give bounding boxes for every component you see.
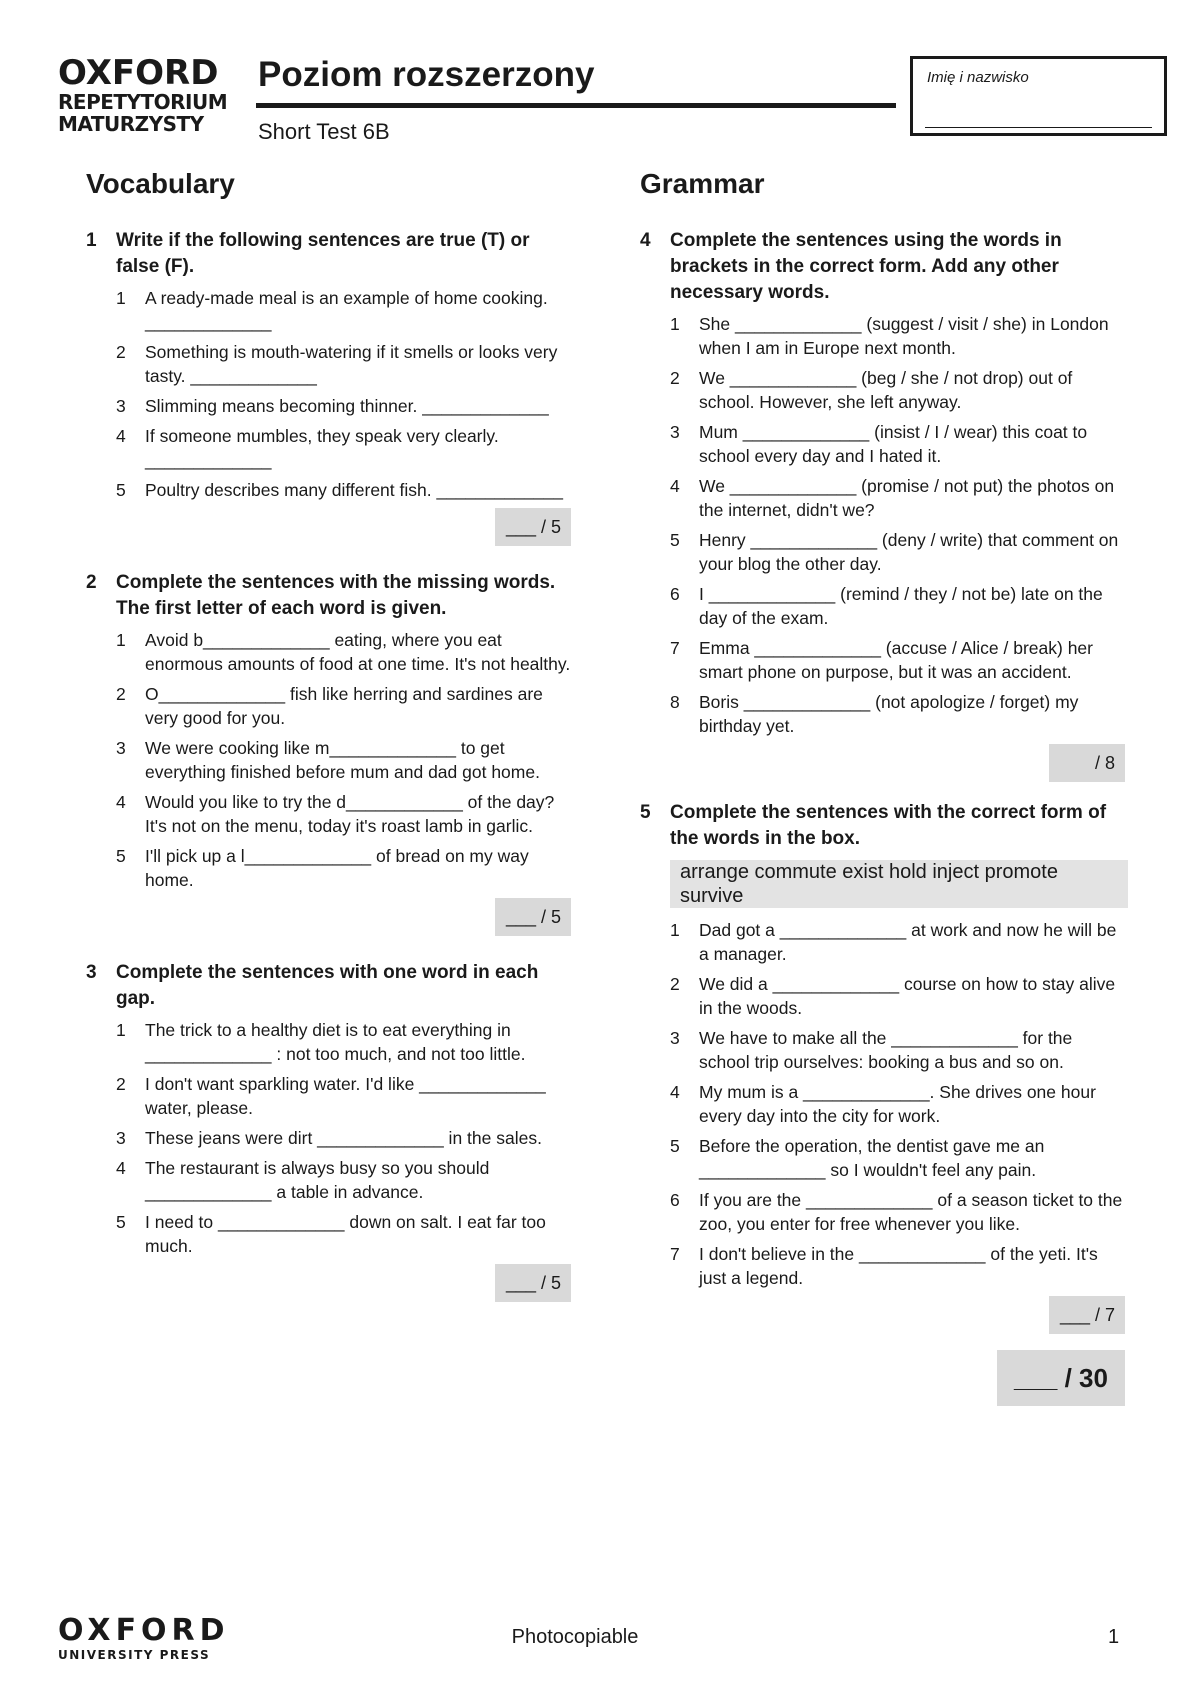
item-text[interactable]: Would you like to try the d____________ of the day? It's not on the menu, today it's roast lamb in garlic.: [145, 792, 555, 836]
logo-line-2: REPETYTORIUM: [58, 90, 228, 114]
item-number: 6: [670, 584, 680, 604]
exercise-item: [640, 1026, 1125, 1074]
item-number: 5: [116, 1212, 126, 1232]
item-number: 2: [670, 368, 680, 388]
exercise-instruction: [640, 228, 1125, 306]
item-text[interactable]: Something is mouth-watering if it smells or looks very tasty. _____________: [145, 342, 558, 386]
name-field-box[interactable]: [910, 56, 1167, 136]
exercise-3: [86, 960, 571, 1302]
item-number: 1: [116, 630, 126, 650]
exercise-item: [640, 1242, 1125, 1290]
page-title: Poziom rozszerzony: [258, 55, 595, 94]
exercise-instruction-text: Complete the sentences using the words in brackets in the correct form. Add any other necessary words.: [670, 230, 1062, 303]
item-text[interactable]: Avoid b_____________ eating, where you eat enormous amounts of food at one time. It's not healthy.: [145, 630, 571, 674]
item-text[interactable]: Dad got a _____________ at work and now he will be a manager.: [699, 920, 1117, 964]
exercise-item: [640, 474, 1125, 522]
exercise-item: [86, 790, 571, 838]
exercise-item: [86, 1156, 571, 1204]
item-text[interactable]: She _____________ (suggest / visit / she) in London when I am in Europe next month.: [699, 314, 1109, 358]
item-text[interactable]: We _____________ (promise / not put) the photos on the internet, didn't we?: [699, 476, 1115, 520]
item-number: 1: [670, 920, 680, 940]
item-text[interactable]: A ready-made meal is an example of home cooking. _____________: [145, 288, 548, 332]
exercise-instruction: [86, 960, 571, 1012]
exercise-item: [640, 420, 1125, 468]
name-field-line: [925, 127, 1152, 128]
item-text[interactable]: I need to _____________ down on salt. I eat far too much.: [145, 1212, 546, 1256]
exercise-item: [86, 286, 571, 334]
exercise-instruction: [640, 800, 1125, 852]
exercise-instruction-text: Write if the following sentences are true (T) or false (F).: [116, 230, 530, 277]
item-number: 3: [670, 1028, 680, 1048]
name-field-label: Imię i nazwisko: [927, 69, 1029, 86]
item-number: 3: [670, 422, 680, 442]
exercise-item: [86, 736, 571, 784]
item-number: 2: [116, 684, 126, 704]
score-box: ___ / 5: [495, 898, 571, 936]
item-text[interactable]: O_____________ fish like herring and sardines are very good for you.: [145, 684, 543, 728]
item-number: 6: [670, 1190, 680, 1210]
exercise-items: [86, 286, 571, 502]
exercise-item: [640, 528, 1125, 576]
item-number: 4: [116, 792, 126, 812]
exercise-item: [86, 478, 571, 502]
vocabulary-column: [86, 168, 571, 1302]
item-text[interactable]: These jeans were dirt _____________ in the sales.: [145, 1128, 542, 1148]
footer-logo-line-2: UNIVERSITY PRESS: [58, 1648, 211, 1662]
grammar-column: [640, 168, 1125, 1406]
item-number: 4: [116, 1158, 126, 1178]
title-divider: [256, 103, 896, 108]
item-text[interactable]: We have to make all the _____________ for the school trip ourselves: booking a bus and so on.: [699, 1028, 1073, 1072]
exercise-number: 3: [86, 962, 97, 983]
exercise-item: [86, 1018, 571, 1066]
item-text[interactable]: Poultry describes many different fish. _____________: [145, 480, 564, 500]
item-text[interactable]: Emma _____________ (accuse / Alice / break) her smart phone on purpose, but it was an accident.: [699, 638, 1093, 682]
exercise-item: [86, 1072, 571, 1120]
logo-line-3: MATURZYSTY: [58, 112, 204, 136]
exercise-1: [86, 228, 571, 546]
exercise-item: [640, 366, 1125, 414]
exercise-number: 4: [640, 230, 651, 251]
item-text[interactable]: I don't believe in the _____________ of the yeti. It's just a legend.: [699, 1244, 1098, 1288]
item-text[interactable]: I _____________ (remind / they / not be) late on the day of the exam.: [699, 584, 1103, 628]
item-text[interactable]: Henry _____________ (deny / write) that comment on your blog the other day.: [699, 530, 1119, 574]
item-number: 4: [670, 476, 680, 496]
vocabulary-heading: Vocabulary: [86, 168, 235, 199]
item-number: 2: [670, 974, 680, 994]
item-number: 3: [116, 396, 126, 416]
item-number: 5: [670, 530, 680, 550]
score-box: ___ / 5: [495, 1264, 571, 1302]
exercise-item: [86, 1210, 571, 1258]
item-number: 1: [116, 1020, 126, 1040]
footer-logo-line-1: OXFORD: [58, 1613, 230, 1648]
item-number: 3: [116, 1128, 126, 1148]
item-text[interactable]: Before the operation, the dentist gave me an _____________ so I wouldn't feel any pain.: [699, 1136, 1045, 1180]
item-text[interactable]: I don't want sparkling water. I'd like _____________ water, please.: [145, 1074, 546, 1118]
oxford-repetytorium-logo: [58, 53, 248, 136]
score-box: / 8: [1049, 744, 1125, 782]
exercise-item: [86, 424, 571, 472]
item-text[interactable]: My mum is a _____________. She drives one hour every day into the city for work.: [699, 1082, 1096, 1126]
item-text[interactable]: Boris _____________ (not apologize / forget) my birthday yet.: [699, 692, 1079, 736]
exercise-item: [640, 918, 1125, 966]
exercise-item: [86, 340, 571, 388]
exercise-item: [640, 1134, 1125, 1182]
item-text[interactable]: Mum _____________ (insist / I / wear) this coat to school every day and I hated it.: [699, 422, 1088, 466]
word-box: arrange commute exist hold inject promote survive: [670, 860, 1128, 908]
exercise-item: [640, 582, 1125, 630]
item-text[interactable]: If someone mumbles, they speak very clearly. _____________: [145, 426, 499, 470]
item-number: 1: [670, 314, 680, 334]
exercise-items: [640, 312, 1125, 738]
exercise-item: [640, 1080, 1125, 1128]
page-subtitle: Short Test 6B: [258, 119, 390, 144]
item-number: 5: [116, 846, 126, 866]
item-text[interactable]: We _____________ (beg / she / not drop) out of school. However, she left anyway.: [699, 368, 1073, 412]
item-number: 4: [116, 426, 126, 446]
exercise-5: [640, 800, 1125, 1334]
logo-line-1: OXFORD: [58, 53, 219, 93]
photocopiable-note: Photocopiable: [511, 1626, 639, 1648]
item-text[interactable]: We were cooking like m_____________ to get everything finished before mum and dad got home.: [145, 738, 540, 782]
exercise-item: [86, 1126, 571, 1150]
exercise-instruction-text: Complete the sentences with the missing words. The first letter of each word is given.: [116, 572, 556, 619]
exercise-item: [640, 972, 1125, 1020]
item-text[interactable]: Slimming means becoming thinner. _____________: [145, 396, 549, 416]
exercise-item: [640, 1188, 1125, 1236]
item-number: 2: [116, 1074, 126, 1094]
item-text[interactable]: I'll pick up a l_____________ of bread on my way home.: [145, 846, 529, 890]
exercise-items: [86, 628, 571, 892]
exercise-4: [640, 228, 1125, 782]
item-number: 5: [670, 1136, 680, 1156]
score-box: ___ / 5: [495, 508, 571, 546]
item-number: 3: [116, 738, 126, 758]
item-text[interactable]: The trick to a healthy diet is to eat everything in _____________ : not too much, and not too little.: [145, 1020, 526, 1064]
item-number: 8: [670, 692, 680, 712]
item-number: 4: [670, 1082, 680, 1102]
exercise-item: [86, 844, 571, 892]
item-text[interactable]: If you are the _____________ of a season ticket to the zoo, you enter for free whenever you like.: [699, 1190, 1123, 1234]
item-number: 7: [670, 638, 680, 658]
item-number: 5: [116, 480, 126, 500]
grammar-heading: Grammar: [640, 168, 765, 199]
exercise-instruction-text: Complete the sentences with the correct form of the words in the box.: [670, 802, 1107, 849]
page-number: 1: [1108, 1626, 1120, 1648]
exercise-items: [86, 1018, 571, 1258]
exercise-instruction: [86, 228, 571, 280]
item-text[interactable]: We did a _____________ course on how to stay alive in the woods.: [699, 974, 1116, 1018]
total-score-box: ___ / 30: [997, 1350, 1125, 1406]
exercise-item: [640, 690, 1125, 738]
exercise-item: [86, 628, 571, 676]
exercise-item: [640, 636, 1125, 684]
exercise-2: [86, 570, 571, 936]
item-text[interactable]: The restaurant is always busy so you should _____________ a table in advance.: [145, 1158, 490, 1202]
exercise-item: [86, 394, 571, 418]
exercise-item: [86, 682, 571, 730]
exercise-number: 5: [640, 802, 651, 823]
exercise-items: [640, 918, 1125, 1290]
exercise-instruction-text: Complete the sentences with one word in each gap.: [116, 962, 539, 1009]
exercise-item: [640, 312, 1125, 360]
item-number: 7: [670, 1244, 680, 1264]
score-box: ___ / 7: [1049, 1296, 1125, 1334]
exercise-number: 1: [86, 230, 97, 251]
item-number: 2: [116, 342, 126, 362]
item-number: 1: [116, 288, 126, 308]
exercise-instruction: [86, 570, 571, 622]
exercise-number: 2: [86, 572, 97, 593]
